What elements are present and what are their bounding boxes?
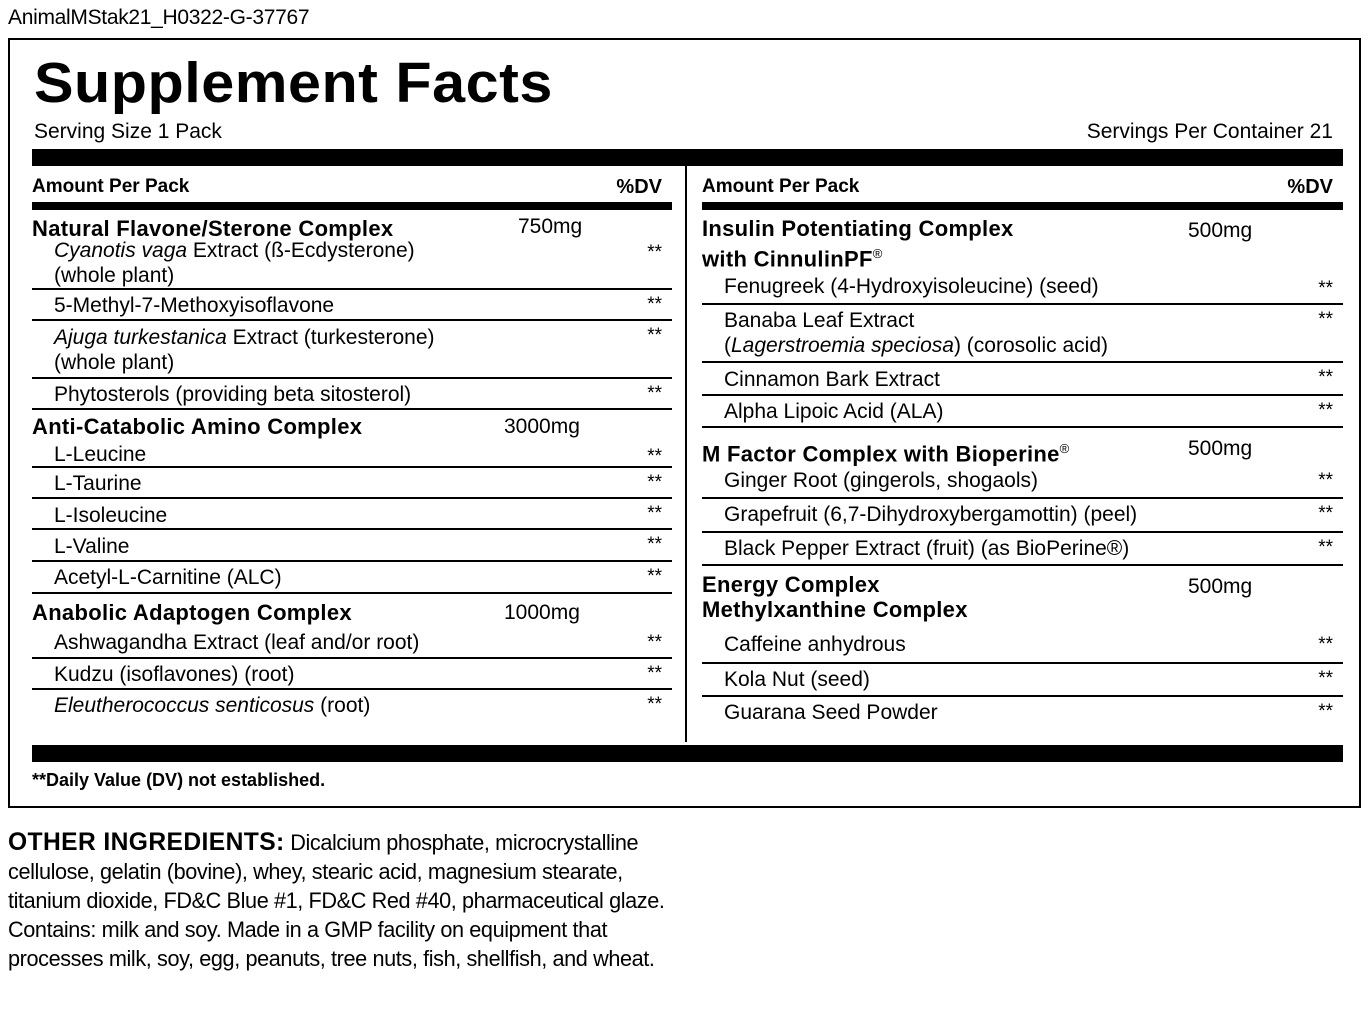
group-header: Anabolic Adaptogen Complex 1000mg (32, 600, 580, 625)
ingredient-row: L-Valine ** (32, 530, 672, 562)
dv-label: %DV (1287, 176, 1333, 198)
ingredient-row: L-Leucine ** (32, 442, 672, 468)
panel-title: Supplement Facts (34, 51, 553, 115)
group-header: Natural Flavone/Sterone Complex 750mg (32, 215, 583, 241)
other-ingredients-label: OTHER INGREDIENTS: (8, 828, 285, 856)
other-ingredients (8, 828, 666, 973)
ingredient-row: Phytosterols (providing beta sitosterol) ** (32, 379, 672, 410)
group-header: Energy Complex Methylxanthine Complex 500mg (702, 572, 1253, 622)
ingredient-row: Fenugreek (4-Hydroxyisoleucine) (seed) ** (702, 274, 1343, 305)
ingredient-row: Grapefruit (6,7-Dihydroxybergamottin) (peel) ** (702, 499, 1343, 533)
amount-per-pack-label: Amount Per Pack (32, 176, 190, 197)
ingredient-row: Ajuga turkestanica Extract (turkesterone) (whole plant) ** (32, 321, 672, 379)
column-divider (685, 166, 687, 742)
group-amount: 1000mg (504, 601, 580, 624)
ingredient-row: Caffeine anhydrous ** (702, 630, 1343, 664)
dv-label: %DV (616, 176, 662, 198)
right-column-header (702, 166, 1343, 202)
ingredient-row: Guarana Seed Powder ** (724, 701, 1333, 724)
right-column (702, 166, 1343, 730)
ingredient-row: L-Isoleucine ** (32, 499, 672, 530)
servings-per-container: Servings Per Container 21 (1086, 120, 1333, 143)
group-amount: 500mg (1188, 575, 1253, 598)
left-column-header (32, 166, 672, 202)
group-amount: 750mg (518, 215, 583, 238)
left-column (32, 166, 672, 721)
ingredient-row: Cinnamon Bark Extract ** (702, 363, 1343, 396)
product-code: AnimalMStak21_H0322-G-37767 (8, 6, 310, 29)
ingredient-row: L-Taurine ** (32, 468, 672, 499)
ingredient-row: Black Pepper Extract (fruit) (as BioPerine®) ** (702, 533, 1343, 566)
supplement-facts-panel (8, 38, 1361, 808)
ingredient-row: Cyanotis vaga Extract (ß-Ecdysterone) (whole plant) ** (32, 238, 672, 290)
other-ingredients-text: Dicalcium phosphate, microcrystalline cellulose, gelatin (bovine), whey, stearic acid, magnesium stearate, titanium dioxide, FD&C Blue #1, FD&C Red #40, pharmaceutical glaze. Contains: milk and soy. Made in a GMP facility on equipment that processes milk, soy, egg, peanuts, tree nuts, fish, shellfish, and wheat. (8, 830, 665, 971)
group-header: Anti-Catabolic Amino Complex 3000mg (32, 414, 580, 439)
ingredient-row: Eleutherococcus senticosus (root) ** (54, 694, 662, 717)
top-rule (32, 149, 1343, 166)
group-header: M Factor Complex with Bioperine® 500mg (702, 437, 1253, 467)
group-amount: 500mg (1188, 437, 1253, 460)
group-amount: 3000mg (504, 415, 580, 438)
ingredient-row: Ginger Root (gingerols, shogaols) ** (702, 466, 1343, 499)
bottom-rule (32, 745, 1343, 762)
group-header: Insulin Potentiating Complex with CinnulinPF® 500mg (702, 216, 1253, 272)
ingredient-row: Kudzu (isoflavones) (root) ** (32, 659, 672, 690)
amount-per-pack-label: Amount Per Pack (702, 176, 860, 197)
group-amount: 500mg (1188, 219, 1253, 242)
ingredient-row: 5-Methyl-7-Methoxyisoflavone ** (32, 290, 672, 321)
ingredient-row: Kola Nut (seed) ** (702, 664, 1343, 697)
header-rule (32, 202, 672, 210)
ingredient-row: Acetyl-L-Carnitine (ALC) ** (32, 562, 672, 594)
dv-footnote: **Daily Value (DV) not established. (32, 770, 326, 790)
serving-size: Serving Size 1 Pack (34, 120, 222, 143)
ingredient-row: Ashwagandha Extract (leaf and/or root) ** (32, 628, 672, 659)
header-rule (702, 202, 1343, 210)
ingredient-row: Alpha Lipoic Acid (ALA) ** (702, 396, 1343, 428)
ingredient-row: Banaba Leaf Extract (Lagerstroemia speciosa) (corosolic acid) ** (702, 305, 1343, 363)
